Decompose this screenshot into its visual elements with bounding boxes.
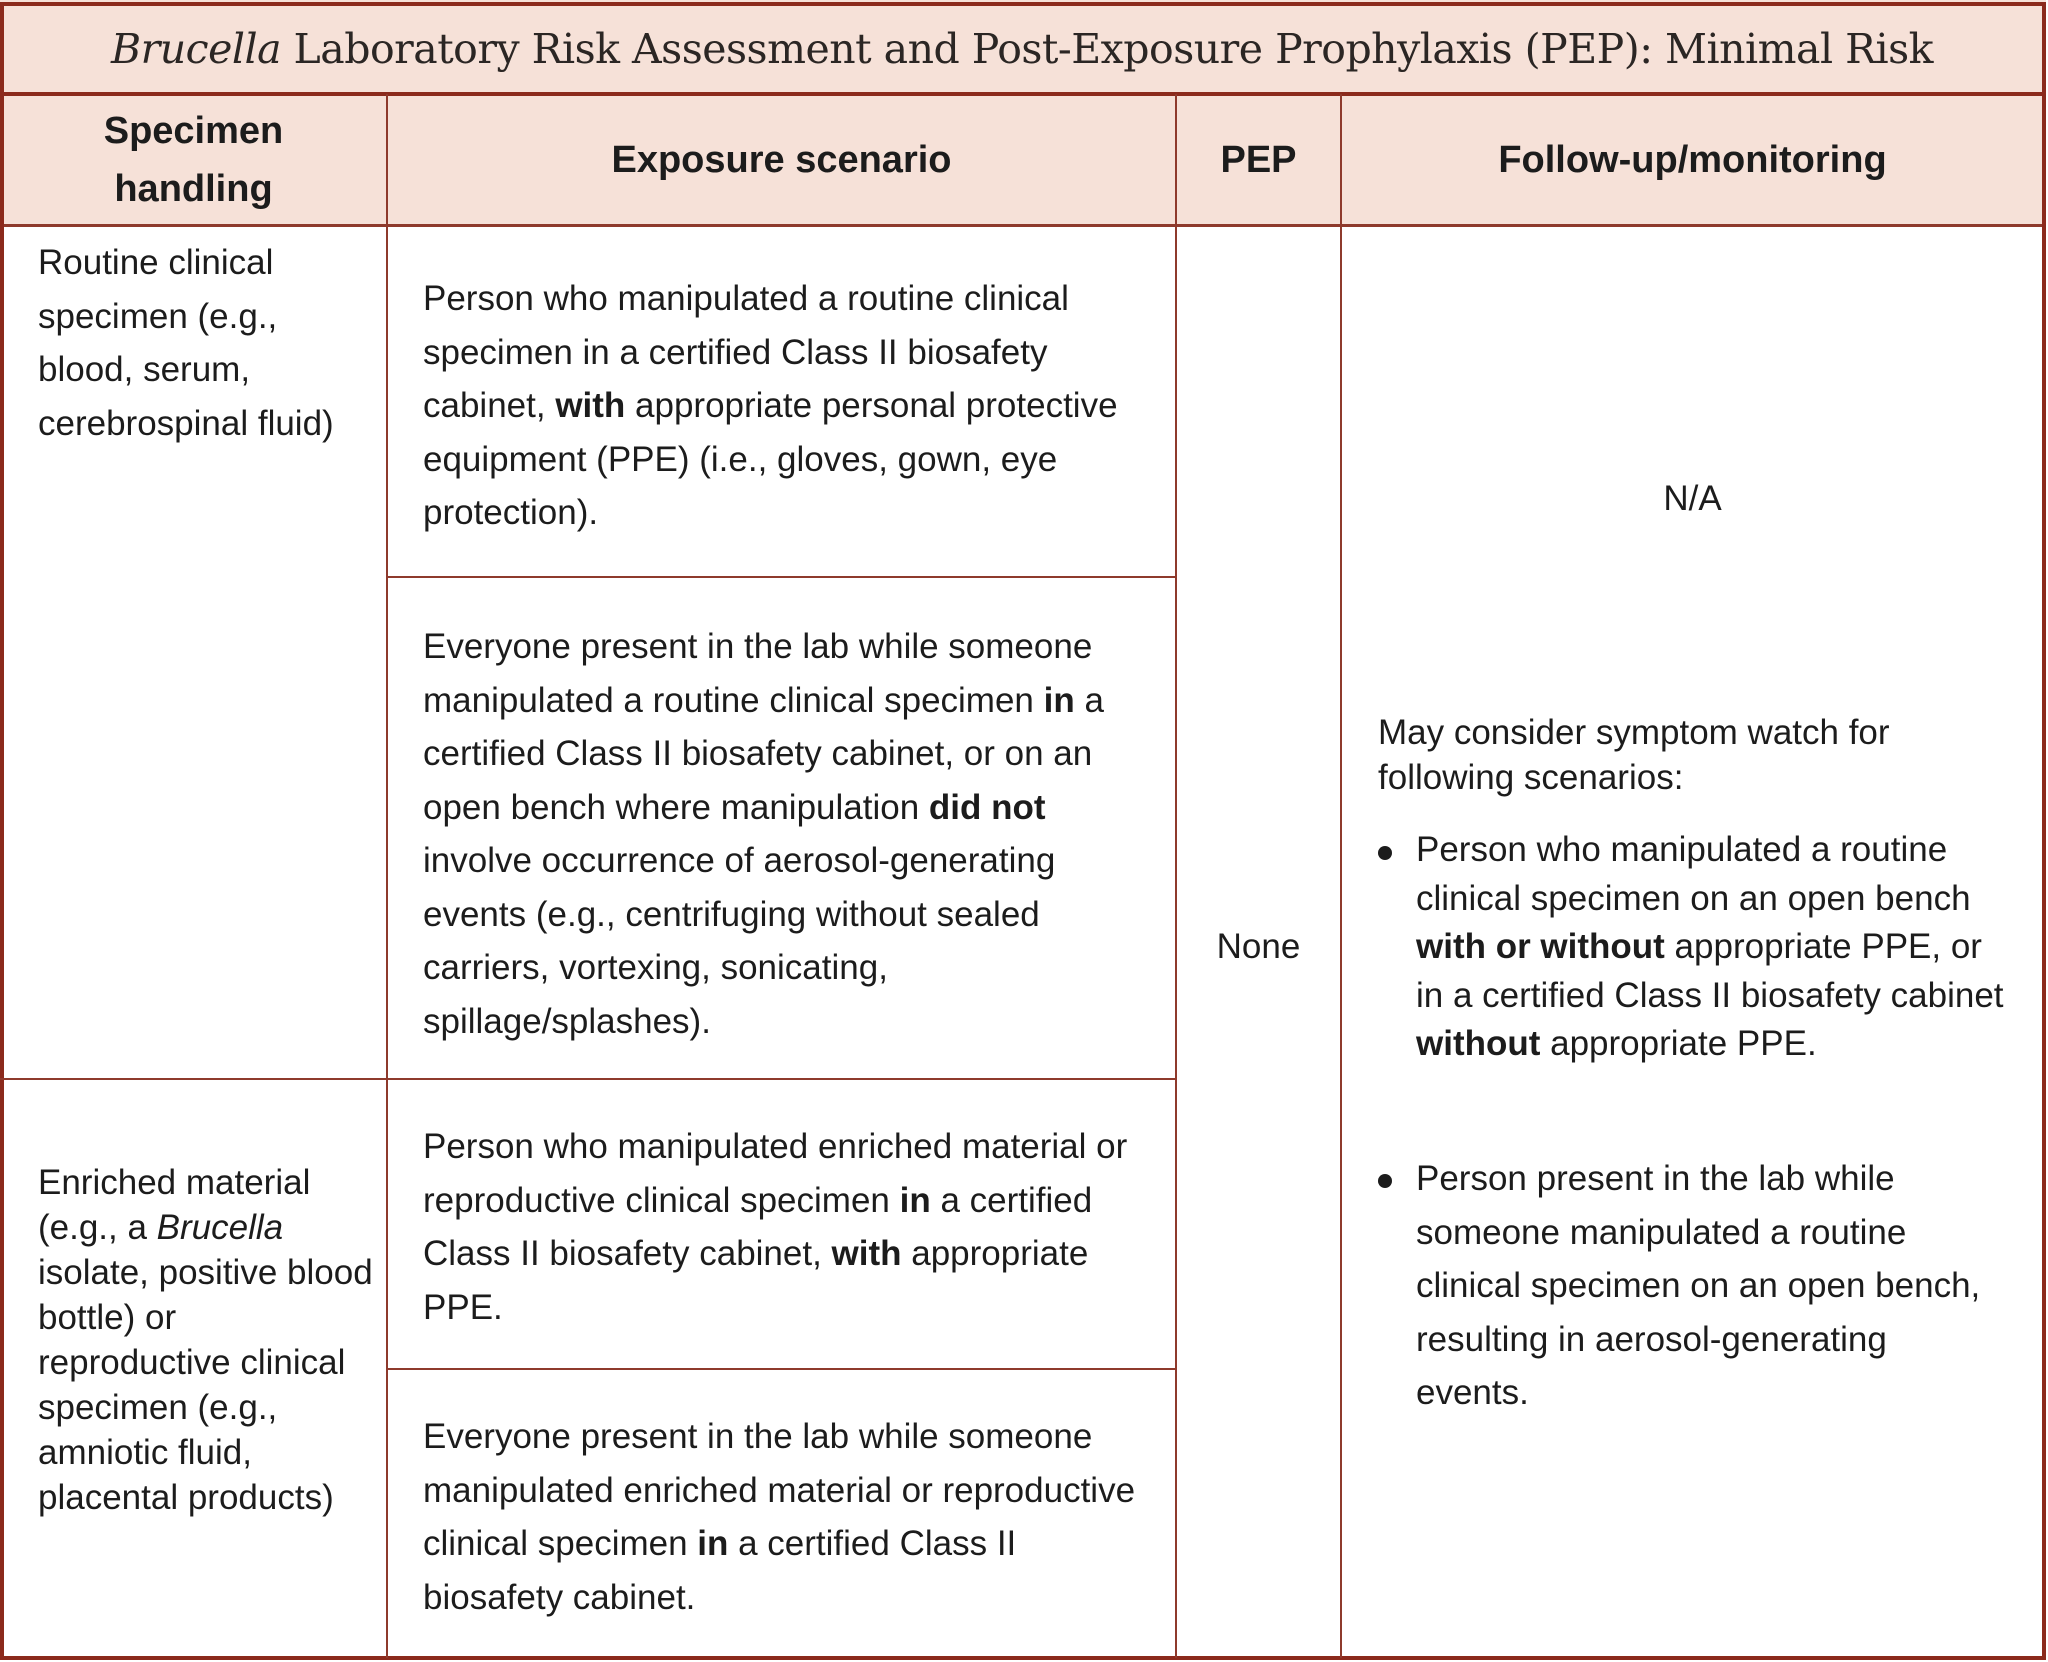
specimen-enriched-italic: Brucella [156,1208,284,1247]
specimen-routine-text: Routine clinical specimen (e.g., blood, serum, cerebrospinal fluid) [38,243,334,443]
exposure-3-text: Person who manipulated enriched material or reproductive clinical specimen [423,1127,1128,1220]
bullet-1-text2: appropriate PPE, or in a certified Class II biosafety cabinet [1416,927,2004,1015]
exposure-2-bold1: in [1043,680,1075,720]
followup-bullets-2 [1378,1152,2008,1420]
bullet-1-text: Person who manipulated a routine clinical specimen on an open bench [1416,830,1971,918]
header-exposure-scenario: Exposure scenario [611,139,952,181]
exposure-1-text: Person who manipulated a routine clinical specimen in a certified Class II biosafety cabinet, [423,279,1069,425]
bullet-2-text: Person present in the lab while someone manipulated a routine clinical specimen on an open bench, resulting in aerosol-generating events. [1416,1159,1981,1412]
specimen-enriched-text1: Enriched material (e.g., a [38,1163,311,1247]
header-specimen-handling [0,96,387,224]
table-title [0,4,2044,94]
exposure-3-bold2: with [831,1234,902,1273]
exposure-4-text: Everyone present in the lab while someone manipulated enriched material or reproductive clinical specimen [423,1417,1136,1563]
bullet-icon [1378,846,1392,860]
divider-exposure-row1 [387,576,1176,578]
title-text: Laboratory Risk Assessment and Post-Exposure Prophylaxis (PEP): Minimal Risk [281,25,1934,73]
exposure-3-text2: a certified Class II biosafety cabinet, [423,1180,1093,1273]
header-specimen-line1: Specimen [103,110,284,152]
bullet-1-text3: appropriate PPE. [1540,1024,1817,1063]
exposure-1-bold: with [555,386,626,425]
exposure-2-text3: involve occurrence of aerosol-generating events (e.g., centrifuging without sealed carriers, vortexing, sonicating, spillage/splashes). [423,841,1056,1041]
title-italic: Brucella [110,25,282,73]
followup-bullet-2 [1378,1152,2008,1420]
followup-bullet-1 [1378,826,2008,1069]
header-follow-up: Follow-up/monitoring [1498,139,1887,181]
header-pep: PEP [1220,139,1297,181]
bullet-1-bold1: with or without [1416,927,1665,966]
exposure-4-text2: a certified Class II biosafety cabinet. [423,1524,1017,1617]
divider-col1 [386,94,388,1658]
exposure-4-bold: in [697,1524,729,1563]
divider-specimen-row [0,1078,1176,1080]
exposure-2-bold2: did not [928,787,1046,827]
pep-value: None [1216,927,1301,966]
divider-exposure-row3 [387,1368,1176,1370]
divider-col3 [1340,94,1342,1658]
exposure-scenario-3 [423,1120,1153,1334]
followup-bullets [1378,826,2008,1069]
exposure-scenario-1 [423,272,1153,540]
specimen-enriched [38,1160,378,1520]
exposure-2-text2: a certified Class II biosafety cabinet, or on an open bench where manipulation [423,680,1104,827]
followup-intro: May consider symptom watch for following scenarios: [1378,713,1890,797]
specimen-enriched-text2: isolate, positive blood bottle) or reproductive clinical specimen (e.g., amniotic fluid, placental products) [38,1253,373,1517]
followup-na: N/A [1663,479,1722,518]
divider-col2 [1175,94,1177,1658]
header-specimen-line2: handling [114,168,273,210]
exposure-scenario-2 [423,620,1153,1048]
border-bottom [0,1656,2046,1660]
bullet-icon [1378,1174,1392,1188]
border-top [0,2,2046,6]
exposure-2-text: Everyone present in the lab while someone manipulated a routine clinical specimen [423,627,1093,720]
border-header-bottom [0,224,2046,227]
bullet-1-bold2: without [1416,1024,1541,1063]
exposure-1-text2: appropriate personal protective equipment (PPE) (i.e., gloves, gown, eye protection). [423,386,1118,532]
border-right [2042,2,2046,1660]
border-left [0,2,4,1660]
exposure-scenario-4 [423,1410,1153,1624]
exposure-3-text3: appropriate PPE. [423,1234,1089,1327]
border-title-bottom [0,92,2046,96]
specimen-routine [38,236,378,450]
exposure-3-bold1: in [899,1180,931,1220]
